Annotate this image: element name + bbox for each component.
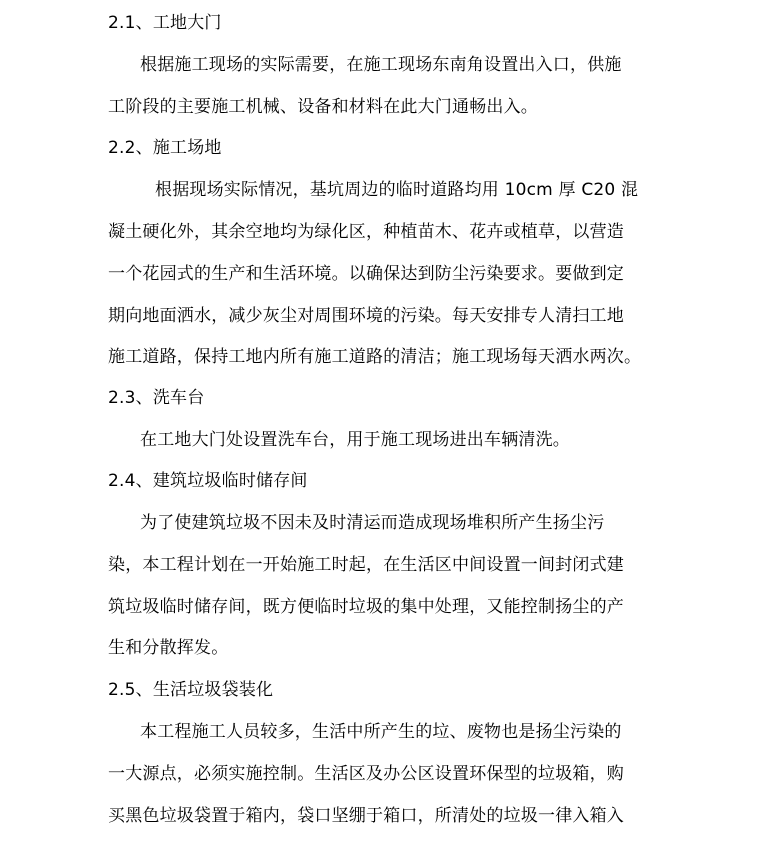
section-heading-2-5: 2.5、生活垃圾袋装化: [108, 680, 274, 700]
paragraph-line: 筑垃圾临时储存间，既方便临时垃圾的集中处理，又能控制扬尘的产: [108, 597, 624, 617]
paragraph-line: 买黑色垃圾袋置于箱内，袋口坚绷于箱口，所清处的垃圾一律入箱入: [108, 806, 624, 826]
paragraph-line: 为了使建筑垃圾不因未及时清运而造成现场堆积所产生扬尘污: [140, 513, 605, 533]
section-heading-2-3: 2.3、洗车台: [108, 388, 205, 408]
section-heading-2-2: 2.2、施工场地: [108, 138, 222, 158]
paragraph-line: 施工道路，保持工地内所有施工道路的清洁；施工现场每天洒水两次。: [108, 347, 642, 367]
paragraph-line: 期向地面洒水，减少灰尘对周围环境的污染。每天安排专人清扫工地: [108, 306, 624, 326]
section-heading-2-1: 2.1、工地大门: [108, 13, 222, 33]
paragraph-line: 染，本工程计划在一开始施工时起，在生活区中间设置一间封闭式建: [108, 555, 624, 575]
paragraph-line: 本工程施工人员较多，生活中所产生的垃、废物也是扬尘污染的: [140, 722, 622, 742]
paragraph-line: 根据施工现场的实际需要，在施工现场东南角设置出入口，供施: [140, 55, 622, 75]
paragraph-line: 根据现场实际情况，基坑周边的临时道路均用 10cm 厚 C20 混: [155, 180, 639, 200]
paragraph-line: 凝土硬化外，其余空地均为绿化区，种植苗木、花卉或植草，以营造: [108, 222, 624, 242]
paragraph-line: 一大源点，必须实施控制。生活区及办公区设置环保型的垃圾箱，购: [108, 764, 624, 784]
paragraph-line: 一个花园式的生产和生活环境。以确保达到防尘污染要求。要做到定: [108, 264, 624, 284]
paragraph-line: 生和分散挥发。: [108, 638, 229, 658]
paragraph-line: 在工地大门处设置洗车台，用于施工现场进出车辆清洗。: [140, 430, 570, 450]
paragraph-line: 工阶段的主要施工机械、设备和材料在此大门通畅出入。: [108, 97, 538, 117]
section-heading-2-4: 2.4、建筑垃圾临时储存间: [108, 471, 308, 491]
